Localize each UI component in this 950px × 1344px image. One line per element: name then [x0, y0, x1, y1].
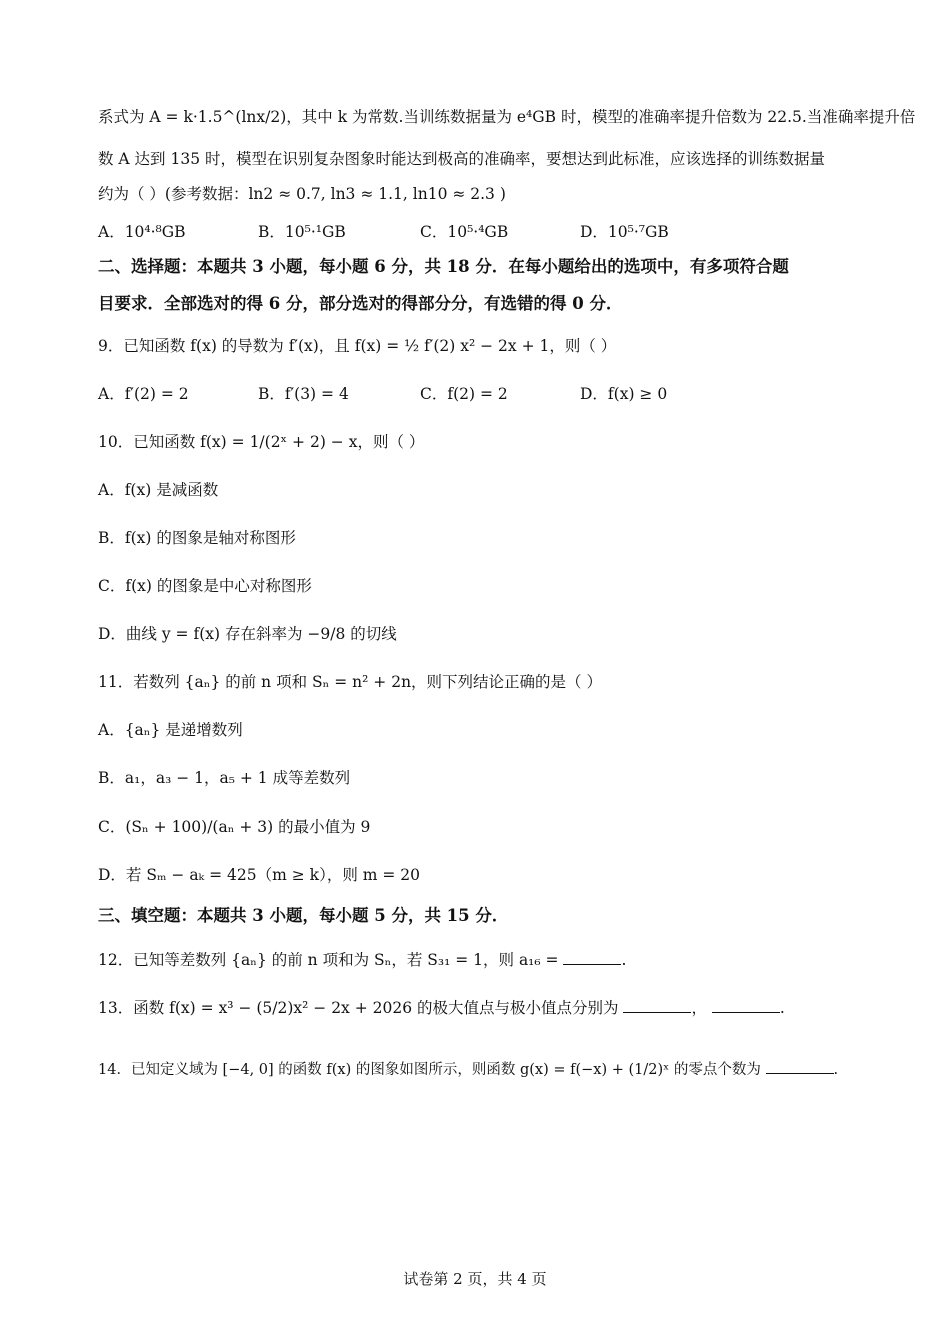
q9-choice-d: D．f(x) ≥ 0 — [580, 385, 668, 403]
q11-choice-d: D．若 Sₘ − aₖ = 425（m ≥ k），则 m = 20 — [98, 866, 421, 884]
q11-choice-c: C．(Sₙ + 100)/(aₙ + 3) 的最小值为 9 — [98, 818, 371, 836]
q12-answer-blank[interactable] — [563, 948, 621, 965]
q8-line-2: 数 A 达到 135 时，模型在识别复杂图象时能达到极高的准确率，要想达到此标准，应该选择的训练数据量 — [98, 150, 825, 168]
q13-answer-blank-2[interactable] — [712, 996, 780, 1013]
q13-stem: 13．函数 f(x) = x³ − (5/2)x² − 2x + 2026 的极大值点与极小值点分别为 — [98, 999, 619, 1017]
q11-choice-b: B．a₁，a₃ − 1，a₅ + 1 成等差数列 — [98, 769, 351, 787]
q12-stem: 12．已知等差数列 {aₙ} 的前 n 项和为 Sₙ，若 S₃₁ = 1，则 a₁₆ = — [98, 951, 559, 969]
q11-choice-a: A．{aₙ} 是递增数列 — [98, 721, 243, 739]
q10-choice-b: B．f(x) 的图象是轴对称图形 — [98, 529, 296, 547]
q13-answer-blank-1[interactable] — [623, 996, 691, 1013]
q8-choice-c: C．10⁵·⁴GB — [420, 223, 509, 241]
q14-answer-blank[interactable] — [766, 1057, 834, 1074]
q14-stem: 14．已知定义域为 [−4, 0] 的函数 f(x) 的图象如图所示，则函数 g(x) = f(−x) + (1/2)ˣ 的零点个数为 — [98, 1062, 761, 1078]
q12-tail: . — [621, 951, 627, 969]
q9-choice-b: B．f′(3) = 4 — [258, 385, 349, 403]
q8-line-1: 系式为 A = k·1.5^(lnx/2)，其中 k 为常数.当训练数据量为 e⁴GB 时，模型的准确率提升倍数为 22.5.当准确率提升倍 — [98, 108, 916, 126]
q13-separator: ， — [691, 999, 707, 1017]
section-2-heading-line-2: 目要求．全部选对的得 6 分，部分选对的得部分分，有选错的得 0 分． — [98, 294, 623, 313]
q12-line — [98, 948, 626, 971]
q10-stem: 10．已知函数 f(x) = 1/(2ˣ + 2) − x，则（ ） — [98, 433, 425, 451]
q8-choice-b: B．10⁵·¹GB — [258, 223, 346, 241]
q14-line — [98, 1057, 838, 1081]
q10-choice-d: D．曲线 y = f(x) 存在斜率为 −9/8 的切线 — [98, 625, 397, 643]
q10-choice-c: C．f(x) 的图象是中心对称图形 — [98, 577, 312, 595]
q9-choice-c: C．f(2) = 2 — [420, 385, 508, 403]
q13-line — [98, 996, 785, 1019]
q13-tail: . — [779, 999, 785, 1017]
q8-line-3: 约为（ ）(参考数据：ln2 ≈ 0.7, ln3 ≈ 1.1, ln10 ≈ 2.3 ) — [98, 185, 506, 203]
q8-choice-a: A．10⁴·⁸GB — [98, 223, 186, 241]
q8-choice-d: D．10⁵·⁷GB — [580, 223, 669, 241]
q9-choice-a: A．f′(2) = 2 — [98, 385, 189, 403]
q9-stem: 9．已知函数 f(x) 的导数为 f′(x)，且 f(x) = ½ f′(2) x² − 2x + 1，则（ ） — [98, 337, 617, 355]
page-footer: 试卷第 2 页，共 4 页 — [403, 1270, 547, 1288]
q10-choice-a: A．f(x) 是减函数 — [98, 481, 219, 499]
q11-stem: 11．若数列 {aₙ} 的前 n 项和 Sₙ = n² + 2n，则下列结论正确的是（ ） — [98, 673, 602, 691]
q14-tail: . — [833, 1062, 839, 1078]
section-3-heading: 三、填空题：本题共 3 小题，每小题 5 分，共 15 分． — [98, 906, 509, 925]
section-2-heading-line-1: 二、选择题：本题共 3 小题，每小题 6 分，共 18 分．在每小题给出的选项中，有多项符合题 — [98, 257, 789, 276]
